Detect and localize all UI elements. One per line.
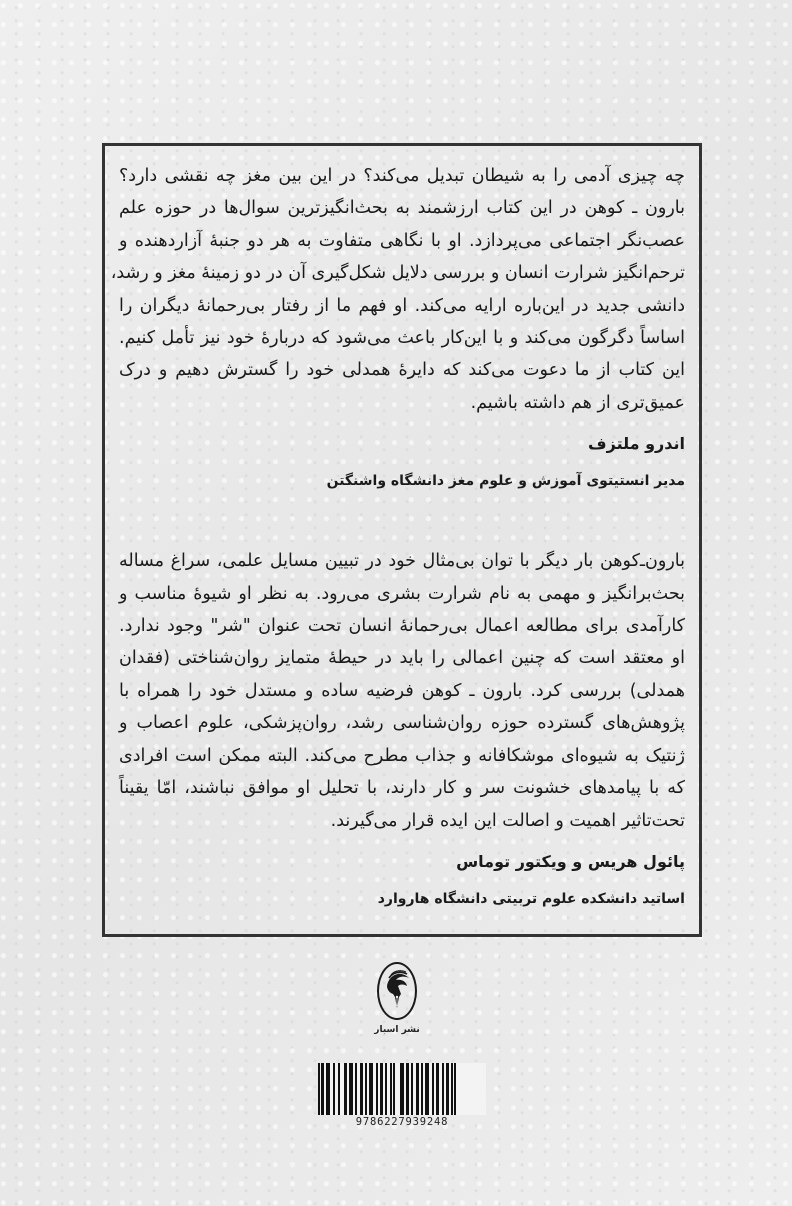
horse-head-pen-nib-icon [377, 962, 417, 1020]
blurb-one-line: دانشی جدید در این‌باره ارایه می‌کند. او فهم ما از رفتار بی‌رحمانهٔ دیگران را [119, 295, 685, 316]
blurb-two-line: او معتقد است که چنین اعمالی را باید در حیطهٔ متمایز روان‌شناختی (فقدان [119, 648, 685, 669]
isbn-barcode [318, 1063, 486, 1115]
blurb-two-line: همدلی) بررسی کرد. بارون ـ کوهن فرضیه ساده و مستدل خود را همراه با [119, 680, 685, 701]
blurb-one-line: این کتاب از ما دعوت می‌کند که دایرهٔ همدلی خود را گسترش دهیم و درک [119, 360, 685, 381]
blurb-one-line: اساساً دگرگون می‌کند و با این‌کار باعث می‌شود که دربارهٔ خود نیز تأمل کنیم. [119, 328, 685, 349]
blurb-two-line: کارآمدی برای مطالعه اعمال بی‌رحمانهٔ انسان تحت عنوان "شر" وجود ندارد. [119, 616, 685, 637]
blurb-two-line: بحث‌برانگیز و مهمی به نام شرارت بشری می‌رود. به نظر او شیوهٔ مناسب و [119, 583, 685, 604]
blurb-two-line: تحت‌تاثیر اهمیت و اصالت این ایده قرار می‌گیرند. [330, 810, 685, 831]
blurb-box [102, 143, 702, 937]
blurb-one-affiliation: مدیر انستیتوی آموزش و علوم مغز دانشگاه واشنگتن [326, 473, 685, 490]
blurb-content [110, 160, 685, 909]
blurb-two-author: پائول هریس و ویکتور توماس [456, 851, 685, 871]
blurb-two-affiliation: اساتید دانشکده علوم تربیتی دانشگاه هاروارد [377, 890, 685, 907]
blurb-two-line: که با پیامدهای خشونت سر و کار دارند، با تحلیل او موافق نباشند، امّا یقیناً [119, 778, 685, 799]
blurb-one-line: بارون ـ کوهن در این کتاب ارزشمند به بحث‌انگیزترین سوال‌ها در حوزه علم [119, 198, 685, 219]
publisher-name: نشر اسبار [374, 1025, 420, 1035]
blurb-one-author: اندرو ملتزف [588, 434, 685, 454]
blurb-two-line: پژوهش‌های گسترده حوزه روان‌شناسی رشد، روان‌پزشکی، علوم اعصاب و [119, 713, 685, 734]
blurb-two-line: بارون‌ـ‌کوهن بار دیگر با توان بی‌مثال خود در تبیین مسایل علمی، سراغ مساله [119, 551, 685, 572]
blurb-one-line: عصب‌نگر اجتماعی می‌پردازد. او با نگاهی متفاوت به هر دو جنبهٔ آزاردهنده و [119, 230, 685, 251]
blurb-one-line: عمیق‌تری از هم داشته باشیم. [470, 392, 685, 413]
blurb-one-paragraph [110, 160, 685, 419]
blurb-one-line: چه چیزی آدمی را به شیطان تبدیل می‌کند؟ در این بین مغز چه نقشی دارد؟ [119, 166, 685, 186]
isbn-number: 9786227939248 [355, 1116, 449, 1128]
blurb-two-paragraph [119, 545, 685, 837]
blurb-one-line: ترحم‌انگیز شرارت انسان و بررسی دلایل شکل‌گیری آن در دو زمینهٔ مغز و رشد، [110, 263, 685, 284]
blurb-two-line: ژنتیک به شیوه‌ای موشکافانه و جذاب مطرح می‌کند. البته ممکن است افرادی [119, 745, 685, 766]
